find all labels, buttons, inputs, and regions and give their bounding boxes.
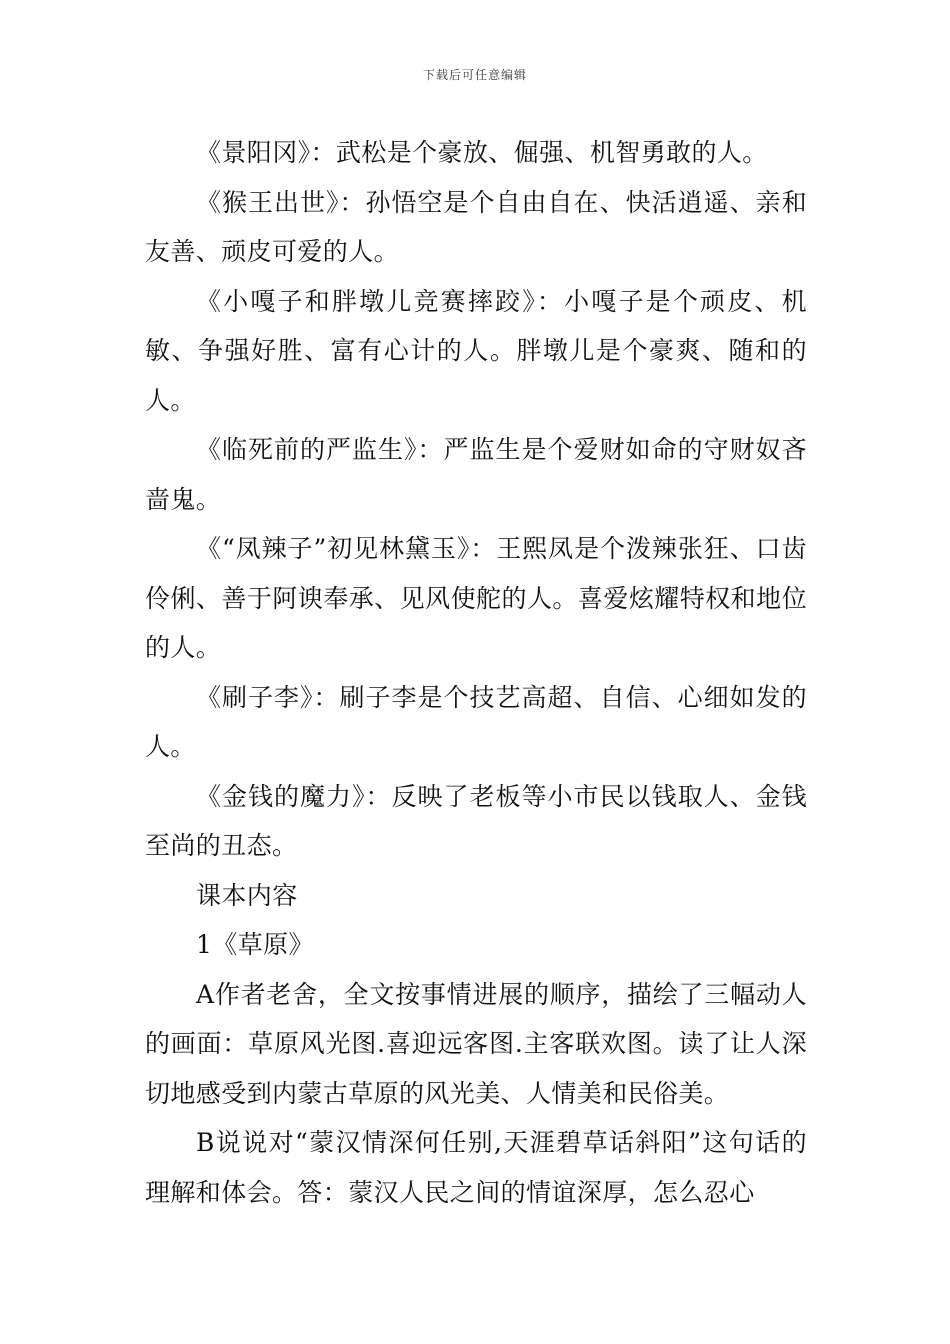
lesson-title-caoyuan: 1《草原》 bbox=[196, 930, 314, 959]
paragraph-fenglazi: 《“凤辣子”初见林黛玉》：王熙凤是个泼辣张狂、口齿伶俐、善于阿谀奉承、见风使舵的人。喜爱炫耀特权和地位的人。 bbox=[145, 534, 807, 662]
paragraph-yanjiansheng: 《临死前的严监生》：严监生是个爱财如命的守财奴吝啬鬼。 bbox=[145, 435, 807, 514]
document-body bbox=[145, 128, 807, 1217]
paragraph-shuazili: 《刷子李》：刷子李是个技艺高超、自信、心细如发的人。 bbox=[145, 682, 807, 761]
paragraph-point-a: A作者老舍，全文按事情进展的顺序，描绘了三幅动人的画面：草原风光图.喜迎远客图.主客联欢图。读了让人深切地感受到内蒙古草原的风光美、人情美和民俗美。 bbox=[145, 979, 807, 1108]
paragraph-houwang: 《猴王出世》：孙悟空是个自由自在、快活逍遥、亲和友善、顽皮可爱的人。 bbox=[145, 187, 807, 266]
paragraph-jinqian: 《金钱的魔力》：反映了老板等小市民以钱取人、金钱至尚的丑态。 bbox=[145, 781, 807, 860]
page-header-note: 下载后可任意编辑 bbox=[422, 68, 527, 82]
paragraph-point-b: B说说对“蒙汉情深何任别,天涯碧草话斜阳”这句话的理解和体会。答：蒙汉人民之间的情谊深厚，怎么忍心 bbox=[145, 1128, 807, 1207]
paragraph-xiaogazi: 《小嘎子和胖墩儿竞赛摔跤》：小嘎子是个顽皮、机敏、争强好胜、富有心计的人。胖墩儿是个豪爽、随和的人。 bbox=[145, 286, 807, 415]
paragraph-jingyanggang: 《景阳冈》：武松是个豪放、倔强、机智勇敢的人。 bbox=[196, 138, 768, 167]
section-heading-textbook: 课本内容 bbox=[196, 880, 298, 910]
